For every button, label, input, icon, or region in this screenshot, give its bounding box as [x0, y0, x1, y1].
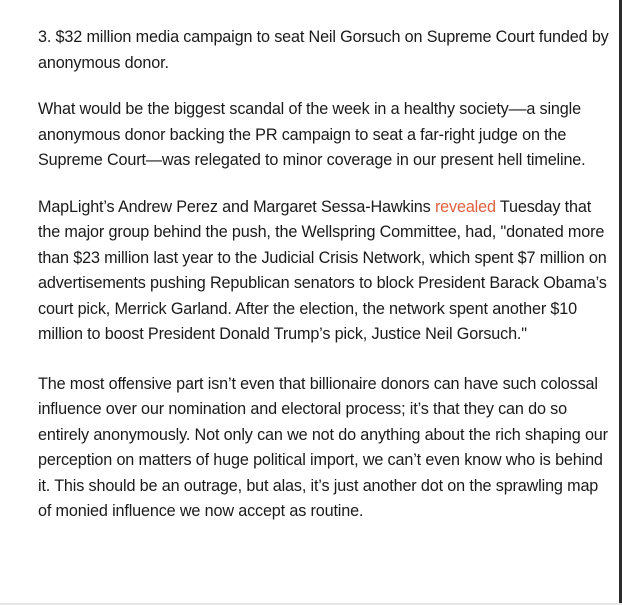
article-heading: 3. $32 million media campaign to seat Neil Gorsuch on Supreme Court funded by anonymous donor. — [38, 28, 609, 72]
paragraph-1: What would be the biggest scandal of the week in a healthy society––a single anonymous donor backing the PR campaign to seat a far-right judge on the Supreme Court—was relegated to minor coverage in our present hell timeline. — [38, 100, 586, 169]
article-body — [38, 25, 612, 546]
paragraph-2-before-link: MapLight’s Andrew Perez and Margaret Sessa-Hawkins — [38, 197, 435, 216]
revealed-link[interactable]: revealed — [434, 197, 496, 216]
paragraph-3: The most offensive part isn’t even that billionaire donors can have such colossal influence over our nomination and electoral process; it’s that they can do so entirely anonymously. Not only can we not do anything about the rich shaping our perception on matters of huge political import, we can’t even know who is behind it. This should be an outrage, but alas, it’s just another dot on the sprawling map of monied influence we now accept as routine. — [38, 374, 608, 520]
paragraph-2 — [38, 195, 612, 348]
paragraph-2-after-link: Tuesday that the major group behind the push, the Wellspring Committee, had, "donated more than $23 million last year to the Judicial Crisis Network, which spent $7 million on advertisements pushing Republican senators to block President Barack Obama’s court pick, Merrick Garland. After the election, the network spent another $10 million to boost President Donald Trump’s pick, Justice Neil Gorsuch." — [38, 197, 607, 343]
